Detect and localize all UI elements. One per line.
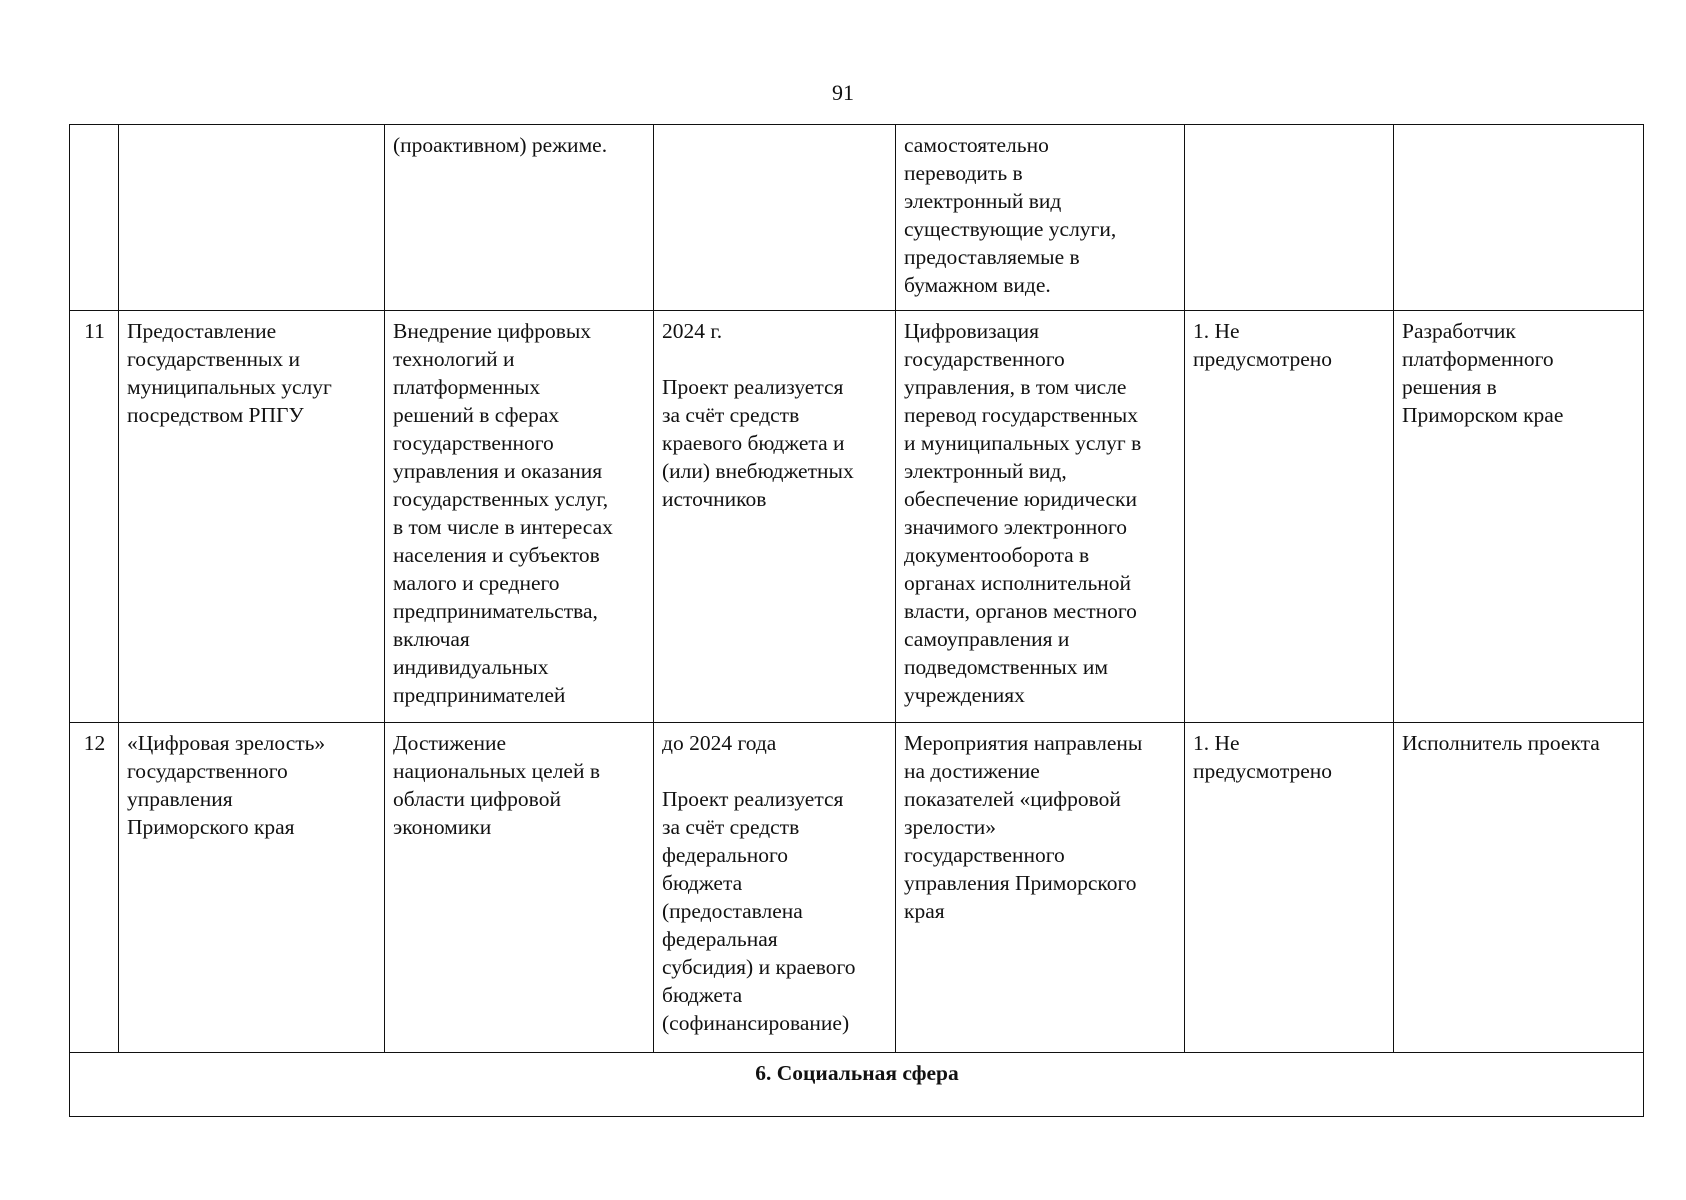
project-name-cell (119, 125, 385, 311)
page-number: 91 (832, 80, 854, 105)
project-term-cell (654, 311, 896, 723)
project-role-cell: Исполнитель проекта (1394, 723, 1644, 1053)
row-number-cell: 12 (70, 723, 119, 1053)
section-heading: 6. Социальная сфера (70, 1053, 1644, 1117)
project-role-cell: Разработчик платформенного решения в Приморском крае (1394, 311, 1644, 723)
project-name-cell: «Цифровая зрелость» государственного управления Приморского края (119, 723, 385, 1053)
project-risks-cell: 1. Не предусмотрено (1185, 723, 1394, 1053)
project-risks-cell: 1. Не предусмотрено (1185, 311, 1394, 723)
project-funding-text: Проект реализуется за счёт средств федерального бюджета (предоставлена федеральная субсидия) и краевого бюджета (софинансирование) (662, 787, 856, 1035)
project-goal-cell: Внедрение цифровых технологий и платформенных решений в сферах государственного управления и оказания государственных услуг, в том числе в интересах населения и субъектов малого и среднего предпринимательства, включая индивидуальных предпринимателей (385, 311, 654, 723)
project-result-cell: Цифровизация государственного управления, в том числе перевод государственных и муниципальных услуг в электронный вид, обеспечение юридически значимого электронного документооборота в органах исполнительной власти, органов местного самоуправления и подведомственных им учреждениях (896, 311, 1185, 723)
section-row (70, 1053, 1644, 1117)
table-row (70, 311, 1644, 723)
project-result-cell: самостоятельно переводить в электронный вид существующие услуги, предоставляемые в бумажном виде. (896, 125, 1185, 311)
projects-table (69, 124, 1644, 1117)
project-risks-cell (1185, 125, 1394, 311)
table-row (70, 723, 1644, 1053)
project-term-text: до 2024 года (662, 731, 777, 755)
row-number-cell (70, 125, 119, 311)
project-term-cell (654, 723, 896, 1053)
row-number-cell: 11 (70, 311, 119, 723)
project-name-cell: Предоставление государственных и муниципальных услуг посредством РПГУ (119, 311, 385, 723)
project-goal-cell: Достижение национальных целей в области цифровой экономики (385, 723, 654, 1053)
project-funding-text: Проект реализуется за счёт средств краевого бюджета и (или) внебюджетных источников (662, 375, 854, 511)
table-row-continued (70, 125, 1644, 311)
project-goal-cell: (проактивном) режиме. (385, 125, 654, 311)
project-term-cell (654, 125, 896, 311)
project-role-cell (1394, 125, 1644, 311)
project-result-cell: Мероприятия направлены на достижение показателей «цифровой зрелости» государственного управления Приморского края (896, 723, 1185, 1053)
project-term-text: 2024 г. (662, 319, 723, 343)
